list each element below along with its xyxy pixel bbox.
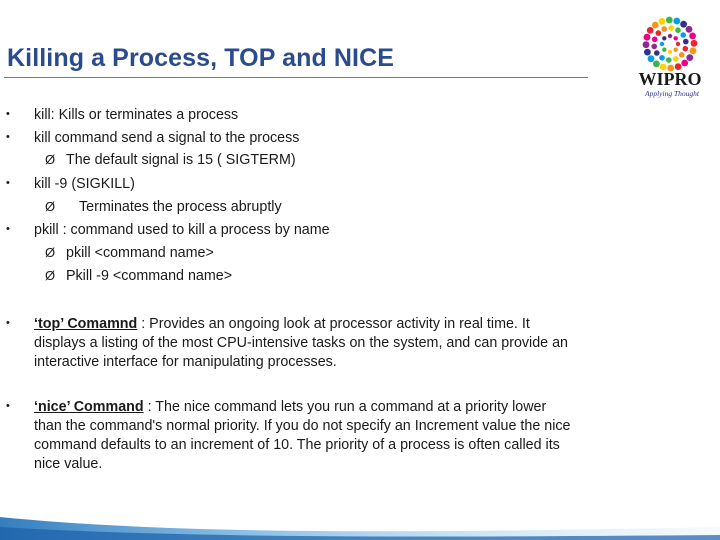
logo-dot — [673, 18, 680, 25]
logo-dot — [661, 26, 667, 32]
logo-tagline: Applying Thought — [645, 89, 699, 98]
logo-dot — [686, 54, 693, 61]
sub-bullet-text: Terminates the process abruptly — [79, 199, 282, 215]
logo-dot — [675, 27, 681, 33]
nice-term: ‘nice’ Command — [34, 399, 144, 415]
sub-bullet-text: The default signal is 15 ( SIGTERM) — [66, 152, 296, 168]
arrow-marker: Ø — [45, 199, 56, 214]
bullet-text: kill -9 (SIGKILL) — [34, 176, 135, 192]
logo-dot — [659, 55, 665, 61]
top-text: : Provides an ongoing look at processor activity in real time. It — [137, 316, 530, 332]
logo-dot — [683, 39, 689, 45]
nice-paragraph-line: command defaults to an increment of 10. The priority of a process is often called its — [34, 437, 560, 453]
logo-dot — [673, 56, 679, 62]
logo-dot — [668, 25, 674, 31]
logo-dot — [654, 50, 660, 56]
logo-dot — [690, 47, 697, 54]
bullet-marker: • — [6, 177, 10, 189]
top-paragraph-line: interactive interface for manipulating processes. — [34, 354, 337, 370]
bullet-marker: • — [6, 131, 10, 143]
logo-dot — [676, 42, 680, 46]
logo-dot — [689, 33, 696, 40]
bullet-marker: • — [6, 317, 10, 329]
arrow-marker: Ø — [45, 245, 56, 260]
logo-dot — [680, 32, 686, 38]
top-paragraph-line: displays a listing of the most CPU-intensive tasks on the system, and can provide an — [34, 335, 569, 351]
logo-dot — [679, 52, 685, 58]
logo-dot — [691, 40, 698, 47]
logo-dot — [662, 36, 666, 40]
bullet-text: kill: Kills or terminates a process — [34, 107, 239, 123]
bottom-decoration — [0, 505, 720, 540]
logo-dot — [651, 44, 657, 50]
top-term: ‘top’ Comamnd — [34, 316, 138, 332]
logo-dot — [647, 27, 654, 34]
slide-title: Killing a Process, TOP and NICE — [7, 44, 395, 72]
logo-dot — [644, 49, 651, 56]
sub-bullet-text: Pkill -9 <command name> — [66, 268, 233, 284]
logo-dot — [653, 60, 660, 67]
logo-dot — [644, 34, 651, 41]
arrow-marker: Ø — [45, 152, 56, 167]
logo-dot — [674, 48, 678, 52]
logo-dot — [652, 22, 659, 29]
logo-dot — [660, 42, 664, 46]
logo-dot — [686, 26, 693, 33]
logo-dot — [643, 41, 650, 48]
sub-bullet-text: pkill <command name> — [66, 245, 214, 261]
title-rule — [4, 77, 588, 78]
logo-dot — [659, 18, 666, 25]
logo-dot — [666, 17, 673, 24]
logo-dot — [668, 50, 672, 54]
logo-dot — [656, 30, 662, 36]
nice-paragraph-line: nice value. — [34, 456, 103, 472]
arrow-marker: Ø — [45, 268, 56, 283]
logo-dot — [680, 21, 687, 28]
bullet-marker: • — [6, 108, 10, 120]
wipro-logo — [628, 10, 712, 100]
nice-paragraph-line: than the command's normal priority. If you do not specify an Increment value the nice — [34, 418, 571, 434]
logo-dot — [662, 48, 666, 52]
bullet-marker: • — [6, 400, 10, 412]
bullet-text: pkill : command used to kill a process by name — [34, 222, 330, 238]
logo-dot — [652, 37, 658, 43]
nice-text: : The nice command lets you run a command at a priority lower — [143, 399, 547, 415]
logo-dot — [683, 46, 689, 52]
bullet-marker: • — [6, 223, 10, 235]
logo-brand: WIPRO — [638, 69, 702, 89]
logo-dot — [668, 34, 672, 38]
logo-dot — [648, 55, 655, 62]
bullet-text: kill command send a signal to the process — [34, 130, 300, 146]
top-paragraph-line — [34, 315, 530, 334]
logo-dot — [666, 57, 672, 63]
logo-dot — [681, 60, 688, 67]
nice-paragraph-line — [34, 398, 546, 417]
logo-dot — [674, 36, 678, 40]
